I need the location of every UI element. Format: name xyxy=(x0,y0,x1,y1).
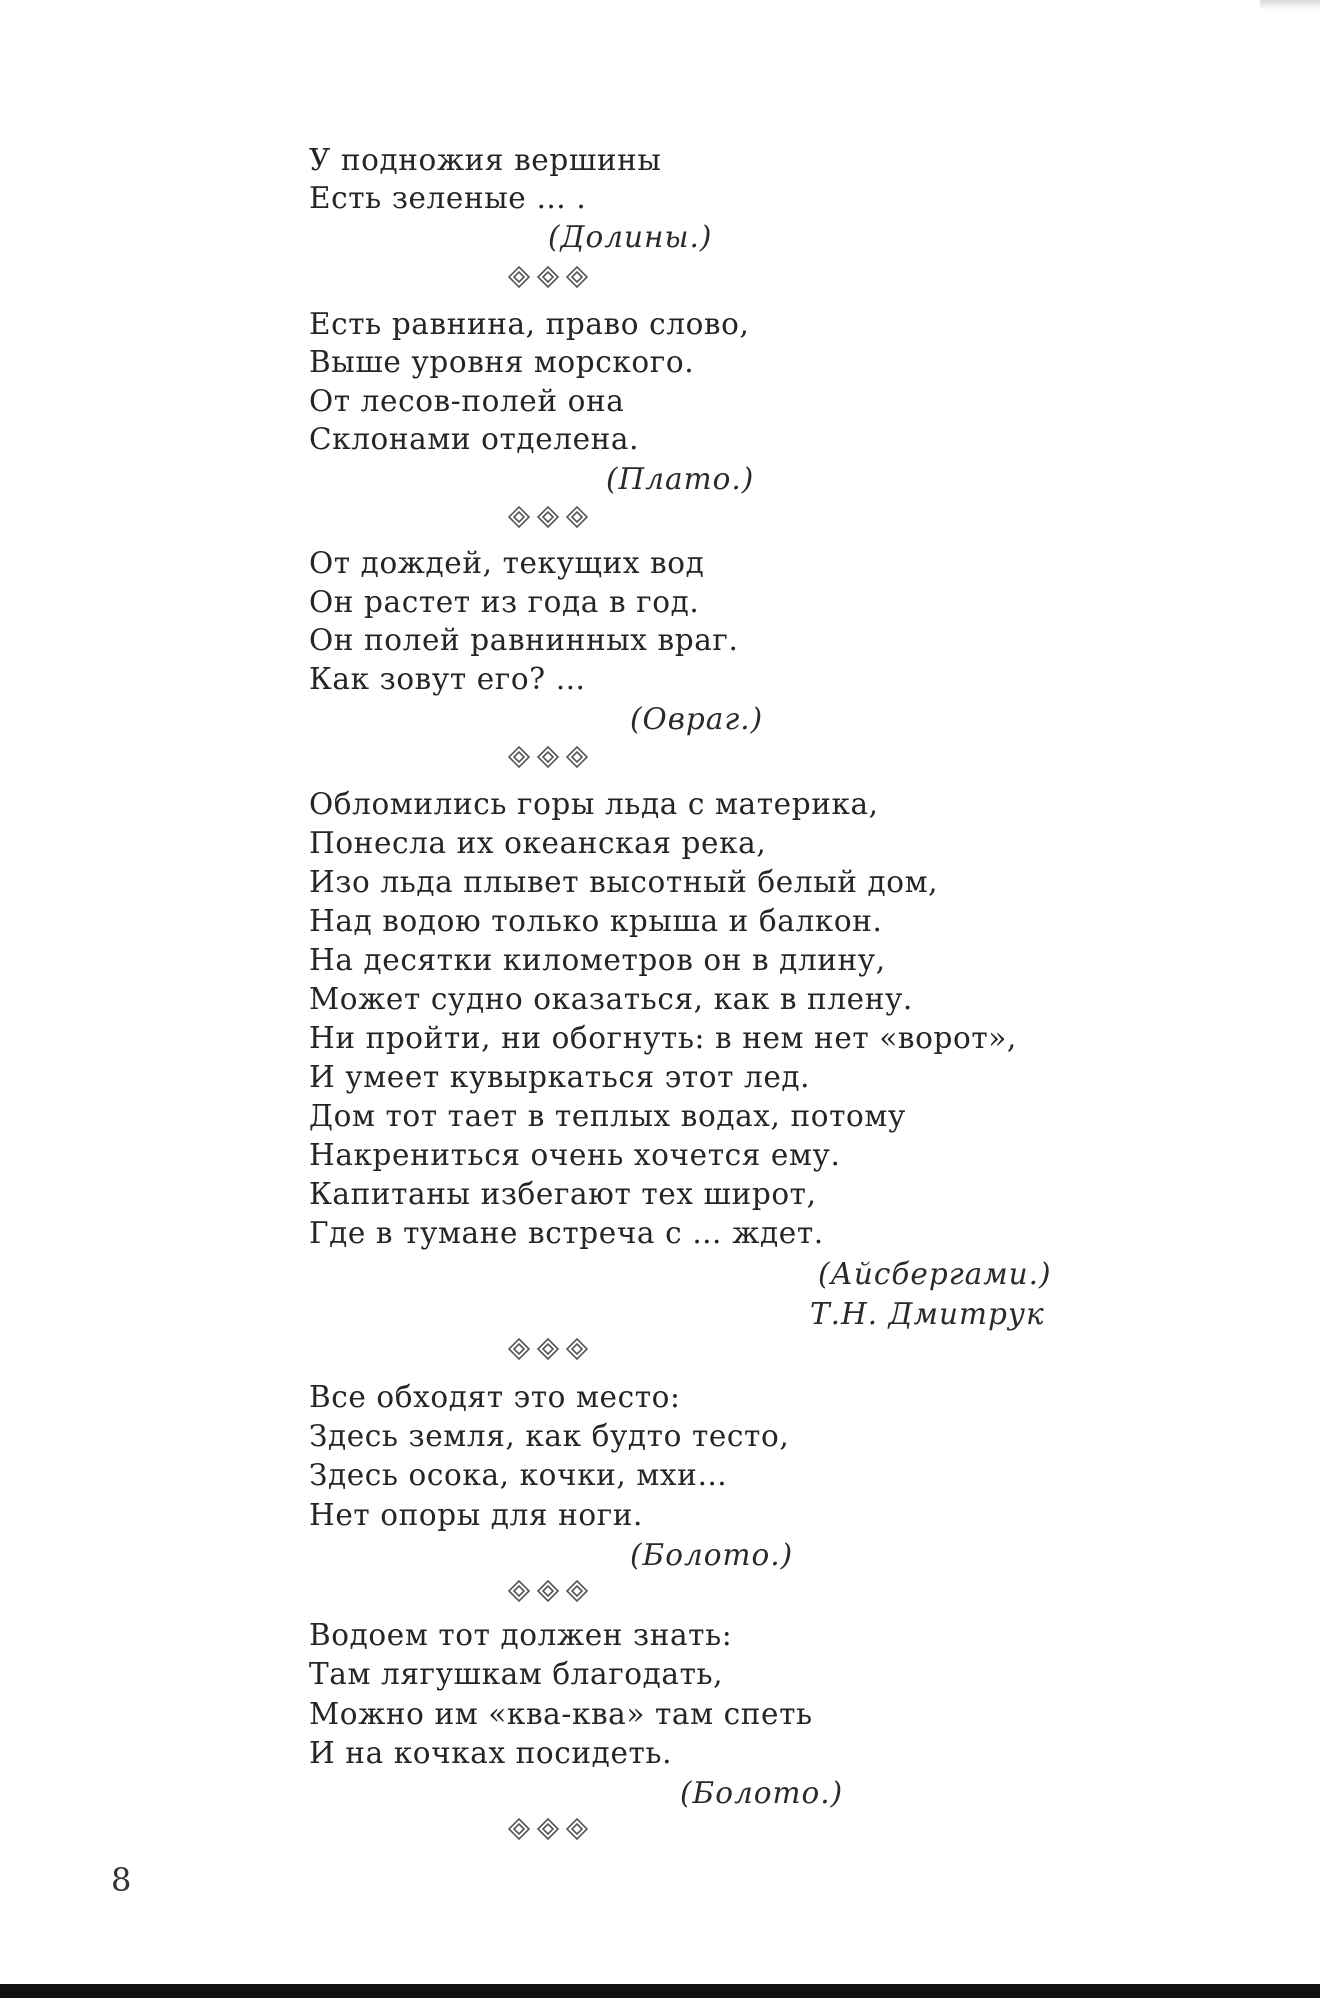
poem-line: И умеет кувыркаться этот лед. xyxy=(309,1060,811,1094)
poem-line: Выше уровня морского. xyxy=(309,345,695,379)
poem-line: Здесь осока, кочки, мхи… xyxy=(309,1458,728,1492)
poem-line: Как зовут его? … xyxy=(309,662,586,696)
poem-line: От дождей, текущих вод xyxy=(309,546,705,580)
poem-line: Все обходят это место: xyxy=(309,1380,681,1414)
three-diamonds-separator-icon xyxy=(505,1577,591,1605)
riddle-answer: (Плато.) xyxy=(606,462,755,496)
poem-line: Накрениться очень хочется ему. xyxy=(309,1138,841,1172)
poem-line: Дом тот тает в теплых водах, потому xyxy=(309,1099,906,1133)
page-number: 8 xyxy=(111,1861,132,1899)
three-diamonds-separator-icon xyxy=(505,263,591,291)
page-edge-shadow xyxy=(1260,0,1320,10)
poem-line: Есть равнина, право слово, xyxy=(309,307,750,341)
riddle-answer: (Долины.) xyxy=(548,220,713,254)
riddle-answer: (Айсбергами.) xyxy=(818,1257,1052,1291)
riddle-answer: (Болото.) xyxy=(680,1776,844,1810)
riddle-answer: (Болото.) xyxy=(630,1538,794,1572)
poem-line: Там лягушкам благодать, xyxy=(309,1657,724,1691)
poem-line: У подножия вершины xyxy=(309,143,662,177)
three-diamonds-separator-icon xyxy=(505,743,591,771)
poem-line: Изо льда плывет высотный белый дом, xyxy=(309,865,939,899)
poem-line: Может судно оказаться, как в плену. xyxy=(309,982,913,1016)
poem-line: И на кочках посидеть. xyxy=(309,1736,673,1770)
poem-line: Капитаны избегают тех широт, xyxy=(309,1177,817,1211)
three-diamonds-separator-icon xyxy=(505,1335,591,1363)
poem-line: Он полей равнинных враг. xyxy=(309,623,739,657)
poem-author: Т.Н. Дмитрук xyxy=(810,1297,1045,1331)
three-diamonds-separator-icon xyxy=(505,503,591,531)
poem-line: Здесь земля, как будто тесто, xyxy=(309,1419,790,1453)
poem-line: Есть зеленые … . xyxy=(309,181,587,215)
poem-line: На десятки километров он в длину, xyxy=(309,943,886,977)
poem-line: Водоем тот должен знать: xyxy=(309,1618,733,1652)
poem-line: Понесла их океанская река, xyxy=(309,826,767,860)
three-diamonds-separator-icon xyxy=(505,1815,591,1843)
poem-line: Обломились горы льда с материка, xyxy=(309,787,879,821)
poem-line: Склонами отделена. xyxy=(309,422,640,456)
poem-line: Нет опоры для ноги. xyxy=(309,1498,644,1532)
poem-line: Где в тумане встреча с … ждет. xyxy=(309,1216,824,1250)
riddle-answer: (Овраг.) xyxy=(630,702,764,736)
poem-line: Ни пройти, ни обогнуть: в нем нет «ворот», xyxy=(309,1021,1017,1055)
poem-line: Он растет из года в год. xyxy=(309,585,700,619)
poem-line: Можно им «ква-ква» там спеть xyxy=(309,1697,813,1731)
poem-line: Над водою только крыша и балкон. xyxy=(309,904,883,938)
scan-bottom-edge xyxy=(0,1984,1320,1998)
poem-line: От лесов-полей она xyxy=(309,384,625,418)
